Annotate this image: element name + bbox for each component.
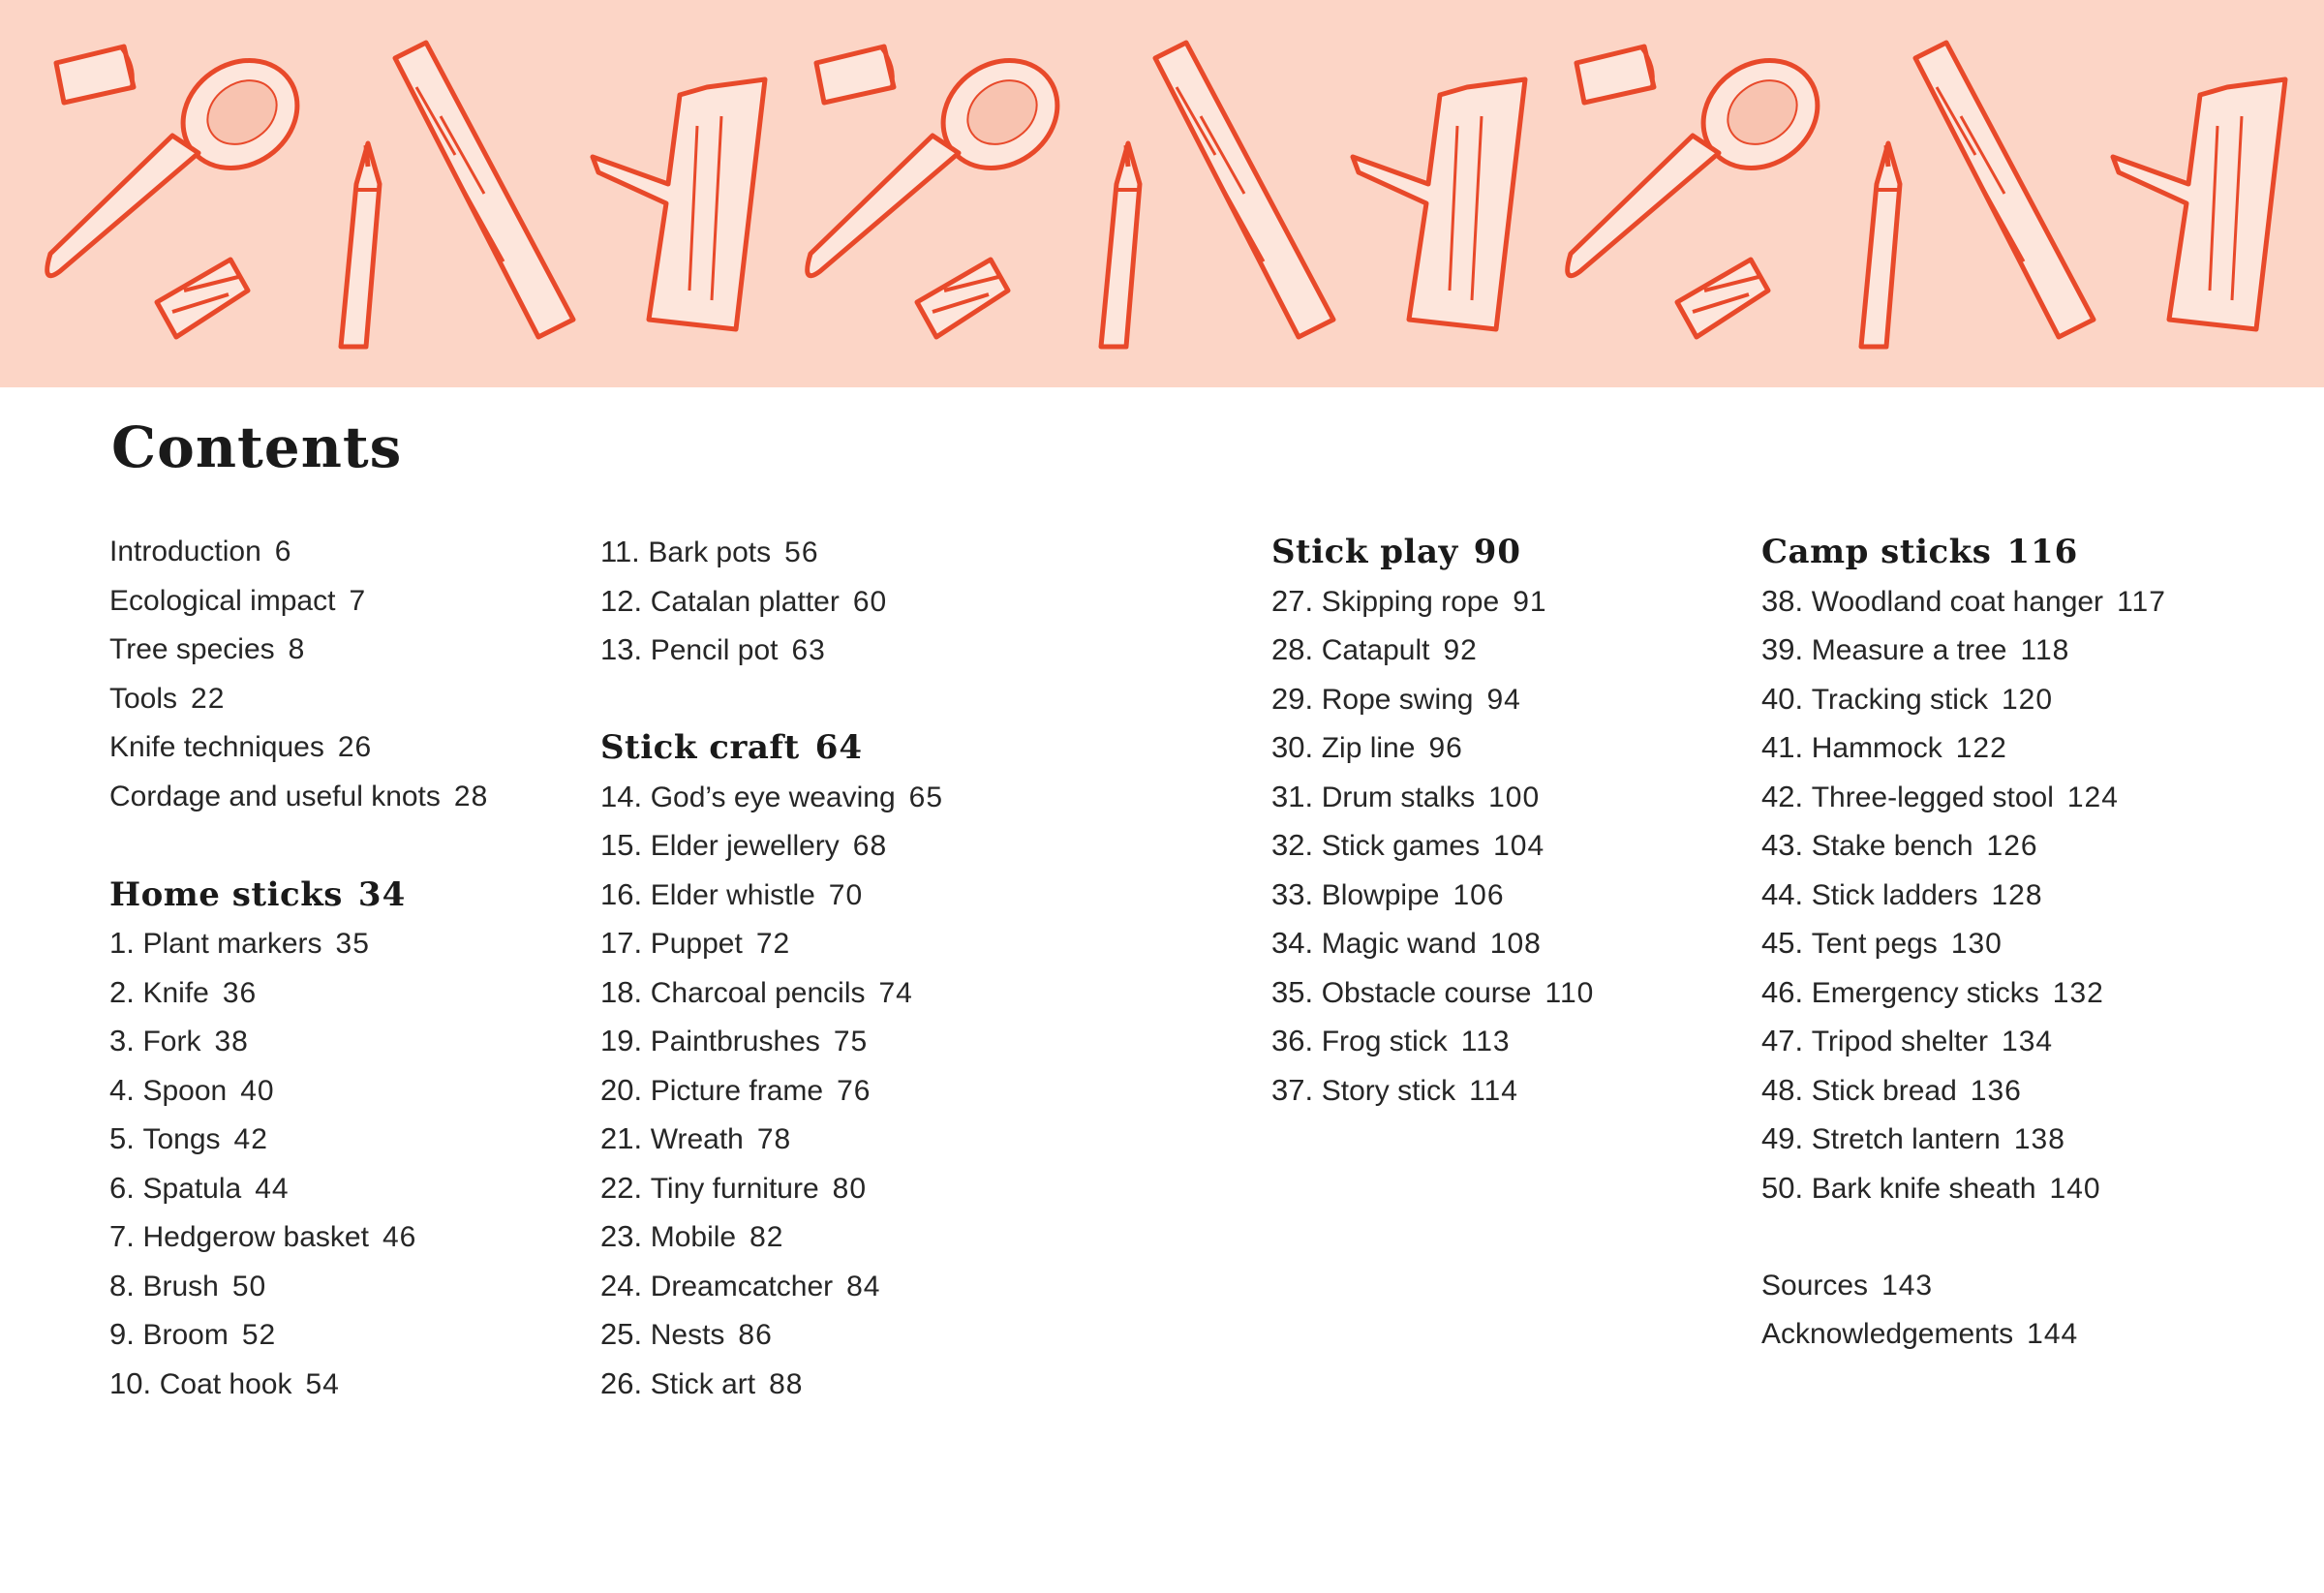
contents-entry[interactable] [1271,723,1594,773]
entry-page-number: 117 [2117,585,2166,618]
entry-title: Knife [142,976,209,1009]
contents-entry[interactable] [109,1164,488,1213]
entry-title: Nests [650,1319,725,1351]
contents-entry[interactable] [1761,1017,2166,1066]
entry-title: Story stick [1321,1074,1456,1107]
contents-entry[interactable] [1761,773,2166,822]
contents-entry[interactable] [1761,723,2166,773]
entry-page-number: 114 [1469,1074,1518,1107]
contents-entry[interactable] [1271,968,1594,1018]
entry-page-number: 75 [833,1026,869,1057]
entry-title: Bark pots [648,536,772,568]
section-heading-page: 34 [357,874,407,914]
contents-column-1 [109,528,488,1457]
contents-column-3 [1271,528,1594,1164]
contents-entry[interactable] [109,1360,488,1409]
entry-title: Tree species [109,633,275,665]
entry-title: Catapult [1321,634,1430,666]
entry-number: 47. [1761,1024,1812,1057]
contents-entry[interactable] [1761,919,2166,968]
contents-entry[interactable] [600,1115,943,1164]
entry-number: 17. [600,926,651,960]
contents-entry[interactable] [1761,871,2166,920]
entry-title: Hammock [1811,732,1942,764]
contents-entry[interactable] [600,919,943,968]
entry-number: 14. [600,779,651,813]
contents-entry[interactable] [109,968,488,1018]
entry-title: Broom [142,1319,229,1351]
contents-section [1761,1262,2166,1360]
section-heading[interactable] [1761,528,2166,577]
page-title: Contents [111,414,403,480]
contents-column-4 [1761,528,2166,1408]
entry-title: Hedgerow basket [142,1221,369,1253]
entry-page-number: 128 [1991,878,2043,911]
contents-entry[interactable] [600,871,943,920]
contents-entry[interactable] [600,577,943,627]
contents-entry[interactable] [600,773,943,822]
entry-page-number: 134 [2002,1026,2054,1057]
entry-number: 21. [600,1121,651,1155]
entry-page-number: 70 [828,878,864,911]
entry-title: Spatula [142,1172,242,1205]
contents-entry[interactable] [600,528,943,577]
section-heading-page: 116 [2006,533,2079,571]
contents-entry[interactable] [1271,871,1594,920]
entry-page-number: 40 [240,1074,275,1107]
entry-number: 19. [600,1024,651,1057]
entry-number: 34. [1271,926,1322,960]
entry-number: 48. [1761,1072,1812,1107]
entry-title: Stake bench [1811,830,1973,862]
entry-page-number: 74 [878,976,913,1009]
entry-page-number: 80 [832,1172,868,1205]
contents-entry[interactable] [1271,1017,1594,1066]
contents-entry[interactable] [1271,773,1594,822]
entry-number: 43. [1761,828,1812,862]
entry-number: 3. [109,1024,143,1057]
contents-entry[interactable] [1761,821,2166,871]
contents-entry[interactable] [1271,1066,1594,1116]
entry-title: Obstacle course [1321,976,1532,1009]
contents-section [600,528,943,675]
section-heading[interactable] [600,723,943,773]
entry-title: Rope swing [1321,683,1474,716]
section-heading-title: Stick craft [600,728,800,767]
entry-number: 44. [1761,876,1812,911]
entry-title: Tiny furniture [650,1172,819,1205]
entry-number: 27. [1271,583,1322,618]
entry-title: Woodland coat hanger [1811,585,2104,618]
contents-entry[interactable] [1761,1066,2166,1116]
entry-page-number: 65 [908,781,944,813]
contents-entry[interactable] [600,1066,943,1116]
entry-number: 9. [109,1317,143,1351]
contents-entry[interactable] [1761,1262,2166,1311]
entry-title: Skipping rope [1321,585,1500,618]
entry-number: 49. [1761,1121,1812,1155]
entry-title: Stretch lantern [1811,1123,2001,1155]
entry-page-number: 126 [1986,830,2038,862]
entry-page-number: 56 [784,536,819,568]
entry-page-number: 124 [2066,781,2119,813]
contents-entry[interactable] [109,919,488,968]
entry-title: Puppet [650,928,743,960]
entry-title: Wreath [650,1123,744,1155]
entry-number: 35. [1271,974,1322,1009]
entry-number: 8. [109,1268,143,1302]
entry-page-number: 60 [852,585,888,618]
entry-number: 5. [109,1121,143,1155]
entry-number: 37. [1271,1072,1322,1107]
contents-section [1761,528,2166,1212]
entry-page-number: 136 [1970,1074,2022,1107]
contents-entry[interactable] [600,1360,943,1409]
entry-page-number: 72 [755,928,791,960]
entry-number: 29. [1271,681,1322,716]
entry-title: Magic wand [1321,928,1477,960]
entry-title: God’s eye weaving [650,781,896,813]
entry-title: Spoon [142,1074,228,1107]
entry-title: Drum stalks [1321,781,1476,813]
entry-title: Charcoal pencils [650,976,866,1009]
entry-page-number: 84 [846,1270,881,1302]
entry-page-number: 44 [255,1172,290,1205]
entry-title: Paintbrushes [650,1026,820,1057]
contents-entry[interactable] [1761,577,2166,627]
contents-entry[interactable] [1761,968,2166,1018]
entry-page-number: 88 [769,1367,804,1400]
entry-page-number: 42 [233,1123,268,1155]
entry-title: Stick art [650,1367,756,1400]
entry-title: Tripod shelter [1811,1026,1989,1057]
entry-page-number: 78 [756,1123,792,1155]
contents-entry[interactable] [600,968,943,1018]
entry-page-number: 28 [453,780,489,812]
entry-title: Plant markers [142,928,322,960]
entry-page-number: 50 [231,1270,267,1302]
entry-number: 45. [1761,926,1812,960]
section-heading[interactable] [1271,528,1594,577]
entry-title: Elder jewellery [650,830,840,862]
entry-number: 18. [600,974,651,1009]
entry-title: Picture frame [650,1074,824,1107]
entry-title: Blowpipe [1321,878,1440,911]
entry-number: 16. [600,876,651,911]
entry-page-number: 138 [2013,1123,2065,1155]
banner-illustration [0,0,2324,387]
contents-column-2 [600,528,943,1457]
entry-page-number: 68 [852,830,888,862]
entry-number: 22. [600,1170,651,1205]
entry-number: 42. [1761,779,1812,813]
entry-title: Mobile [650,1221,737,1253]
entry-number: 24. [600,1268,651,1302]
entry-number: 40. [1761,681,1812,716]
entry-page-number: 118 [2020,634,2070,666]
entry-page-number: 7 [349,584,367,617]
entry-page-number: 36 [222,976,258,1009]
contents-entry[interactable] [109,1115,488,1164]
section-heading-title: Stick play [1271,533,1458,571]
entry-page-number: 26 [337,731,373,763]
section-heading-page: 64 [814,728,864,767]
contents-section [109,871,488,1409]
entry-title: Introduction [109,536,261,567]
entry-page-number: 108 [1489,928,1542,960]
entry-page-number: 144 [2027,1318,2079,1350]
contents-entry[interactable] [109,528,488,577]
entry-title: Frog stick [1321,1026,1448,1057]
contents-entry[interactable] [109,773,488,822]
entry-page-number: 132 [2052,976,2104,1009]
entry-number: 28. [1271,632,1322,666]
entry-title: Stick ladders [1811,878,1978,911]
entry-number: 1. [109,926,143,960]
entry-number: 4. [109,1072,143,1107]
contents-entry[interactable] [109,1262,488,1311]
entry-title: Coat hook [159,1367,292,1400]
entry-title: Fork [142,1026,201,1057]
entry-number: 41. [1761,730,1812,764]
contents-entry[interactable] [109,723,488,773]
entry-number: 13. [600,632,651,666]
contents-entry[interactable] [109,675,488,724]
entry-title: Three-legged stool [1811,781,2054,813]
entry-title: Tongs [142,1123,221,1155]
entry-title: Zip line [1321,732,1416,764]
entry-title: Dreamcatcher [650,1270,834,1302]
contents-entry[interactable] [600,1262,943,1311]
contents-entry[interactable] [109,1017,488,1066]
entry-page-number: 46 [382,1221,417,1253]
contents-entry[interactable] [600,1212,943,1262]
entry-page-number: 92 [1443,634,1478,666]
entry-number: 2. [109,974,143,1009]
entry-number: 26. [600,1365,651,1400]
contents-entry[interactable] [1271,919,1594,968]
entry-title: Emergency sticks [1811,976,2039,1009]
entry-page-number: 140 [2049,1172,2101,1205]
entry-page-number: 100 [1488,781,1541,813]
entry-page-number: 76 [837,1074,872,1107]
entry-page-number: 122 [1955,732,2007,764]
contents-entry[interactable] [600,626,943,675]
contents-entry[interactable] [1761,1164,2166,1213]
entry-title: Measure a tree [1811,634,2007,666]
contents-entry[interactable] [109,1066,488,1116]
contents-entry[interactable] [109,1212,488,1262]
entry-page-number: 22 [191,682,226,715]
entry-page-number: 38 [214,1026,249,1057]
entry-number: 23. [600,1219,651,1253]
entry-page-number: 86 [738,1319,773,1351]
contents-entry[interactable] [109,626,488,675]
entry-page-number: 106 [1452,878,1505,911]
entry-title: Tracking stick [1811,683,1988,716]
entry-title: Knife techniques [109,731,324,763]
entry-number: 39. [1761,632,1812,666]
entry-page-number: 63 [791,634,826,666]
contents-entry[interactable] [1271,821,1594,871]
entry-number: 32. [1271,828,1322,862]
entry-page-number: 91 [1513,585,1547,618]
contents-section [600,723,943,1408]
contents-entry[interactable] [1761,1310,2166,1360]
entry-number: 36. [1271,1024,1322,1057]
entry-page-number: 110 [1544,976,1595,1009]
entry-number: 38. [1761,583,1812,618]
entry-title: Stick games [1321,830,1481,862]
contents-section [1271,528,1594,1115]
entry-number: 30. [1271,730,1322,764]
section-heading[interactable] [109,871,488,920]
contents-entry[interactable] [109,1310,488,1360]
entry-number: 46. [1761,974,1812,1009]
section-heading-title: Home sticks [109,874,343,914]
entry-page-number: 6 [274,536,292,567]
entry-number: 33. [1271,876,1322,911]
entry-number: 50. [1761,1170,1812,1205]
contents-entry[interactable] [1271,675,1594,724]
entry-title: Brush [142,1270,219,1302]
entry-title: Cordage and useful knots [109,780,441,812]
entry-number: 7. [109,1219,143,1253]
entry-number: 31. [1271,779,1322,813]
contents-entry[interactable] [600,1310,943,1360]
entry-title: Bark knife sheath [1811,1172,2036,1205]
entry-number: 25. [600,1317,651,1351]
entry-page-number: 35 [335,928,370,960]
entry-page-number: 120 [2001,683,2054,716]
entry-number: 15. [600,828,651,862]
contents-entry[interactable] [1271,626,1594,675]
contents-entry[interactable] [1271,577,1594,627]
entry-number: 6. [109,1170,143,1205]
entry-title: Catalan platter [650,585,840,618]
contents-entry[interactable] [1761,626,2166,675]
entry-page-number: 113 [1460,1026,1511,1057]
entry-title: Tent pegs [1811,928,1938,960]
contents-entry[interactable] [600,821,943,871]
entry-page-number: 8 [288,633,306,665]
entry-title: Elder whistle [650,878,815,911]
entry-page-number: 54 [305,1367,340,1400]
entry-title: Tools [109,682,178,715]
entry-page-number: 96 [1428,732,1463,764]
entry-title: Sources [1761,1269,1869,1302]
contents-entry[interactable] [600,1164,943,1213]
section-heading-title: Camp sticks [1761,533,1992,571]
entry-title: Ecological impact [109,584,336,617]
entry-title: Pencil pot [650,634,779,666]
entry-number: 12. [600,583,651,618]
illustrated-banner [0,0,2324,387]
entry-page-number: 143 [1881,1269,1934,1302]
entry-page-number: 130 [1950,928,2003,960]
section-heading-page: 90 [1473,533,1522,571]
entry-page-number: 52 [241,1319,277,1351]
contents-entry[interactable] [1761,675,2166,724]
entry-page-number: 104 [1493,830,1545,862]
contents-entry[interactable] [600,1017,943,1066]
entry-title: Stick bread [1811,1074,1957,1107]
entry-number: 10. [109,1365,160,1400]
entry-page-number: 82 [749,1221,784,1253]
entry-number: 11. [600,535,649,568]
entry-number: 20. [600,1072,651,1107]
entry-title: Acknowledgements [1761,1318,2014,1350]
contents-entry[interactable] [109,577,488,627]
contents-entry[interactable] [1761,1115,2166,1164]
entry-page-number: 94 [1486,683,1521,716]
contents-section [109,528,488,821]
